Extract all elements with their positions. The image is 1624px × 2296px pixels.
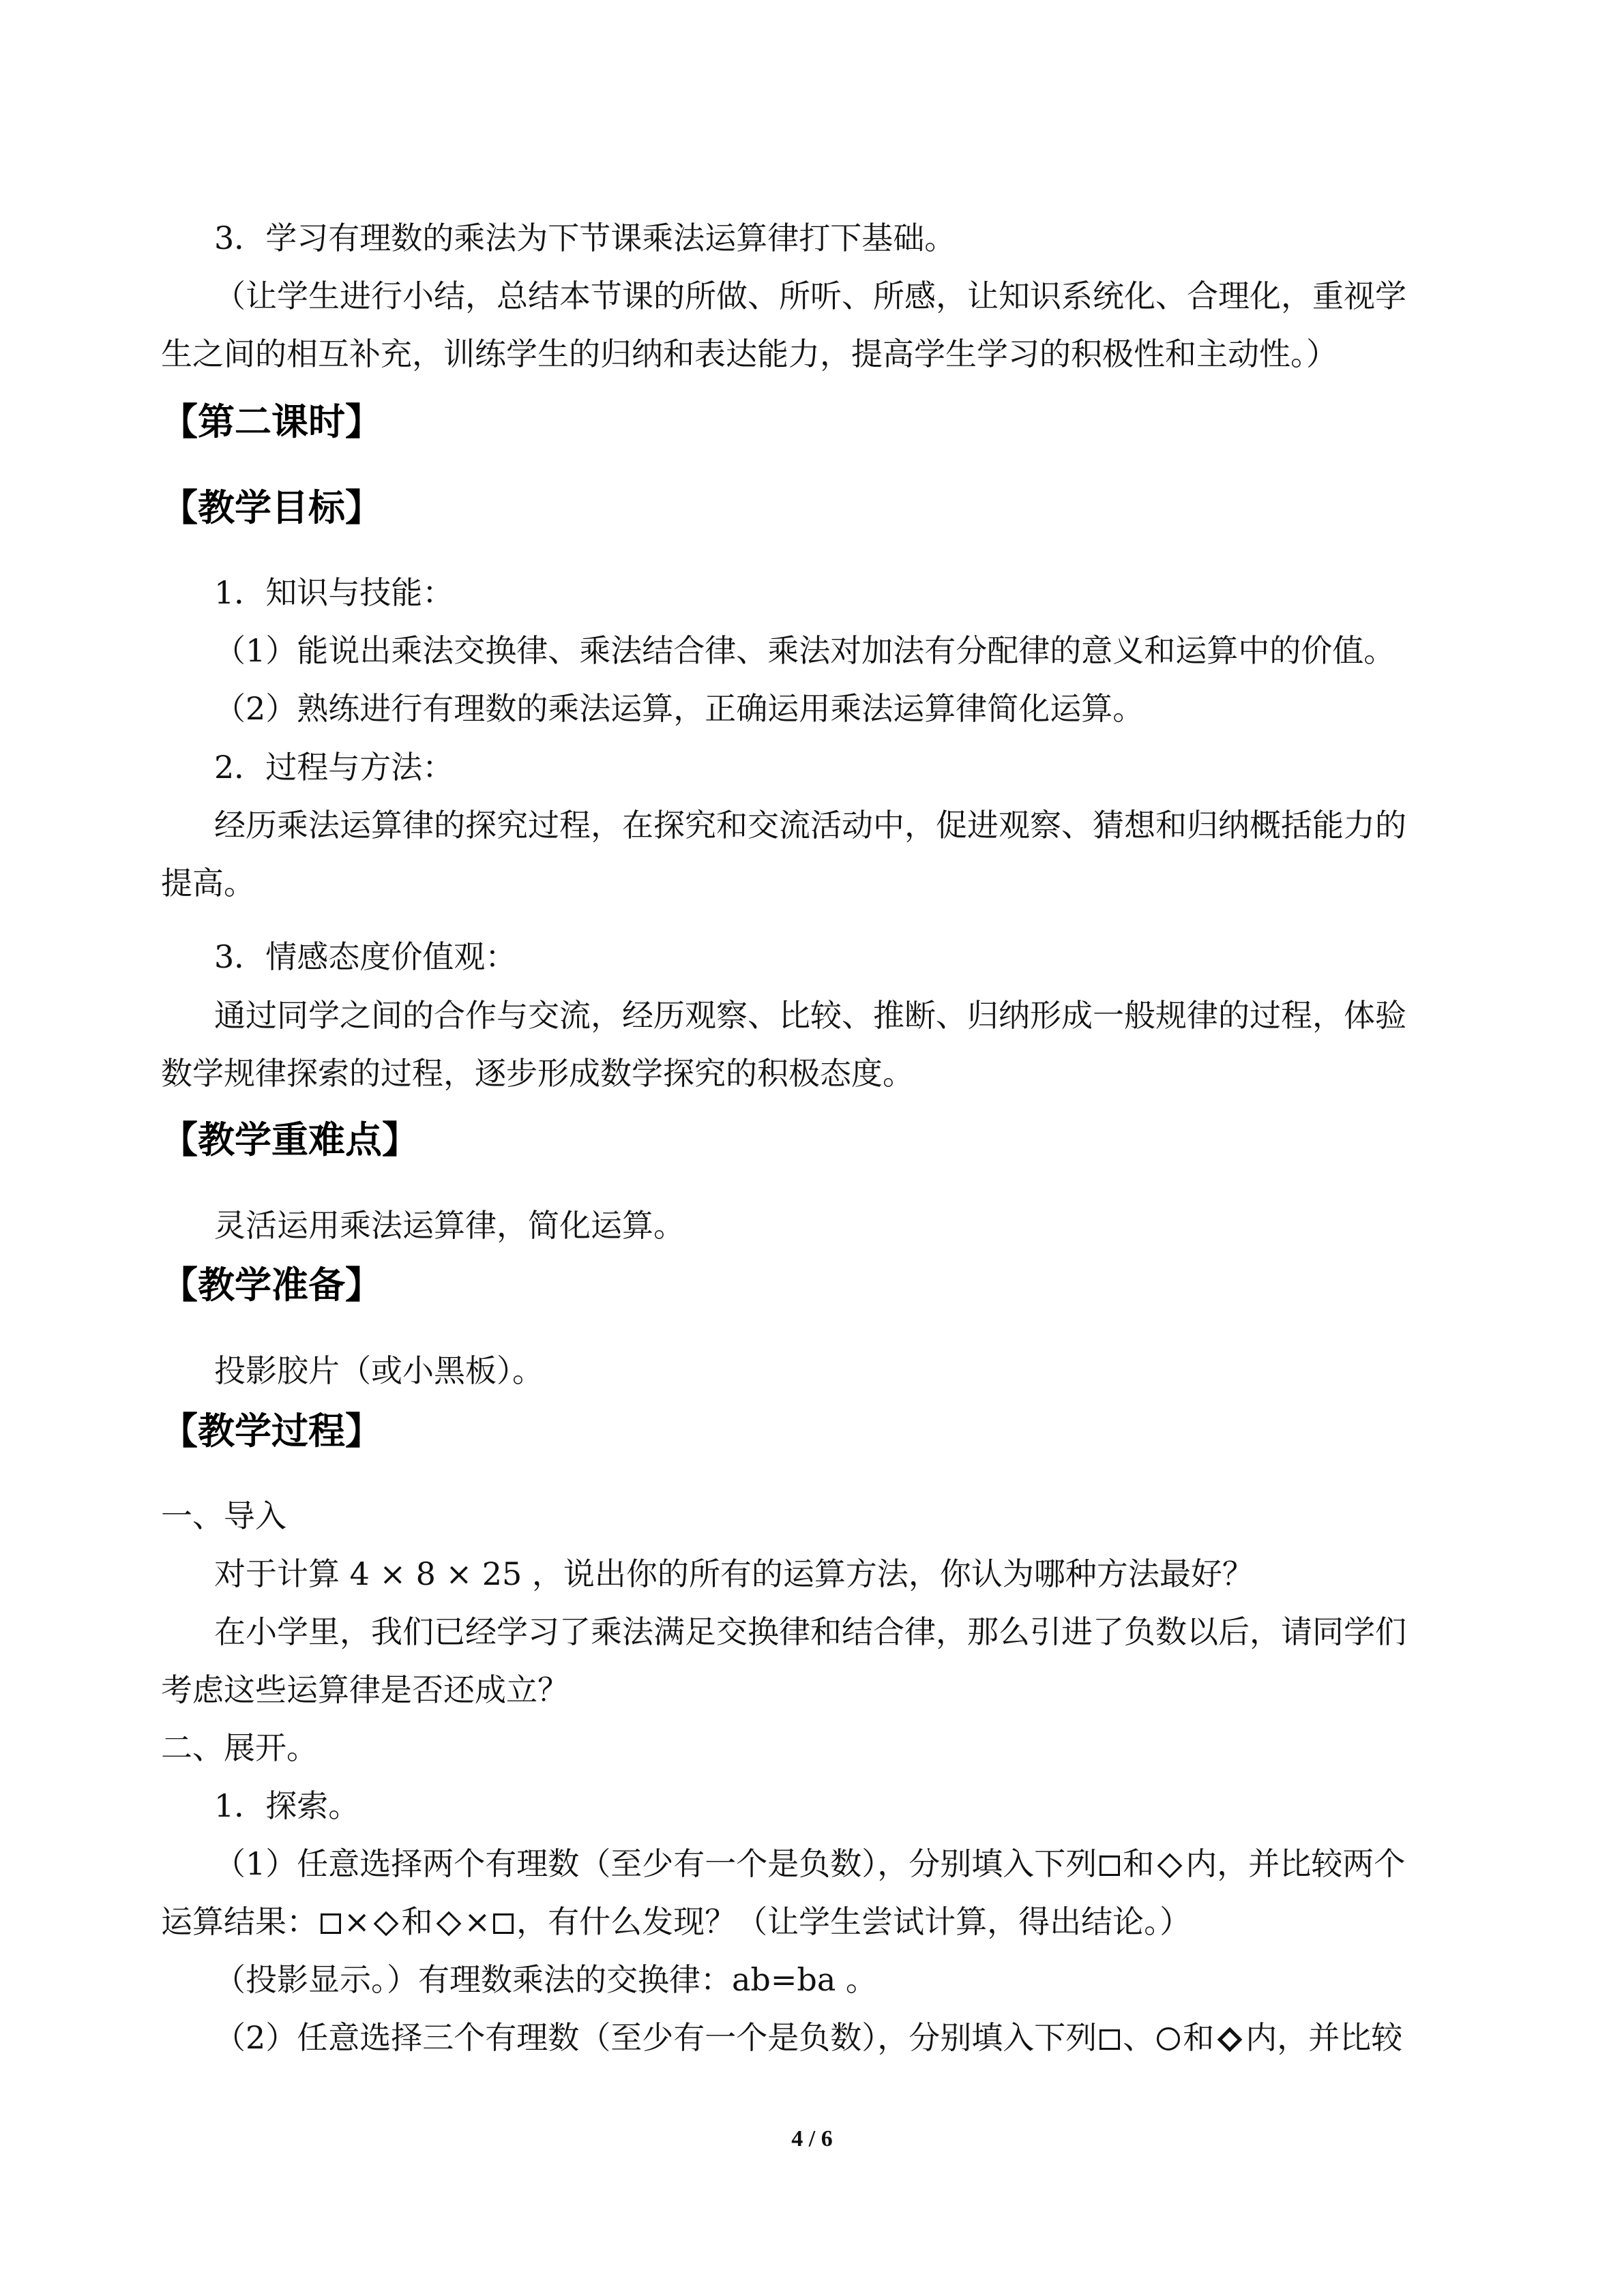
introduction-text-line2: 考虑这些运算律是否还成立？ <box>161 1671 569 1708</box>
text-segment: （2）任意选择三个有理数（至少有一个是负数），分别填入下列 <box>214 2019 1097 2056</box>
goal-process-line2: 提高。 <box>161 865 255 901</box>
preparation-text: 投影胶片（或小黑板）。 <box>214 1352 544 1389</box>
text-segment: 内，并比较 <box>1245 2019 1403 2056</box>
goal-process-line1: 经历乘法运算律的探究过程，在探究和交流活动中，促进观察、猜想和归纳概括能力的 <box>214 807 1406 844</box>
page-number: 4 / 6 <box>791 2126 833 2151</box>
text-segment: 内，并比较两个 <box>1185 1845 1406 1882</box>
heading-second-lesson: 【第二课时】 <box>161 400 382 443</box>
paragraph-summary-note-line1: （让学生进行小结，总结本节课的所做、所听、所感，让知识系统化、合理化，重视学 <box>214 278 1406 314</box>
exploration-item-2-line1 <box>214 2017 1402 2058</box>
paragraph-summary-point-3: 3．学习有理数的乘法为下节课乘法运算律打下基础。 <box>214 220 956 256</box>
commutative-law: （投影显示。）有理数乘法的交换律：ab=ba 。 <box>214 1961 877 1998</box>
heading-teaching-goals: 【教学目标】 <box>161 486 382 529</box>
introduction-question: 对于计算 4 × 8 × 25 ，说出你的所有的运算方法，你认为哪种方法最好？ <box>214 1555 1254 1592</box>
section-introduction: 一、导入 <box>161 1497 286 1534</box>
goal-attitude-line1: 通过同学之间的合作与交流，经历观察、比较、推断、归纳形成一般规律的过程，体验 <box>214 997 1406 1034</box>
diamond-icon <box>373 1911 398 1937</box>
text-segment: 、 <box>1123 2019 1155 2056</box>
diamond-icon <box>436 1911 461 1937</box>
exploration-heading: 1．探索。 <box>214 1787 360 1824</box>
exploration-item-1-line1 <box>214 1843 1405 1884</box>
goal-attitude-line2: 数学规律探索的过程，逐步形成数学探究的积极态度。 <box>161 1055 914 1092</box>
text-segment: 和 <box>401 1903 433 1940</box>
exploration-item-1-line2 <box>161 1901 1191 1942</box>
text-segment: 和 <box>1123 1845 1155 1882</box>
paragraph-summary-note-line2: 生之间的相互补充，训练学生的归纳和表达能力，提高学生学习的积极性和主动性。） <box>161 336 1338 372</box>
square-icon <box>321 1913 341 1934</box>
goal-knowledge-skills: 1．知识与技能： <box>214 574 454 611</box>
square-icon <box>1099 2029 1120 2050</box>
circle-icon <box>1157 2027 1180 2051</box>
heading-teaching-preparation: 【教学准备】 <box>161 1264 382 1307</box>
introduction-text-line1: 在小学里，我们已经学习了乘法满足交换律和结合律，那么引进了负数以后，请同学们 <box>214 1613 1406 1650</box>
text-segment: ，有什么发现？（让学生尝试计算，得出结论。） <box>516 1903 1192 1940</box>
text-segment: 运算结果： <box>161 1903 318 1940</box>
key-difficulty-text: 灵活运用乘法运算律，简化运算。 <box>214 1207 685 1244</box>
square-icon <box>493 1913 514 1934</box>
diamond-icon <box>1217 2027 1243 2053</box>
text-segment: 和 <box>1183 2019 1215 2056</box>
section-expansion: 二、展开。 <box>161 1729 318 1766</box>
text-segment: （1）任意选择两个有理数（至少有一个是负数），分别填入下列 <box>214 1845 1097 1882</box>
goal-knowledge-item-2: （2）熟练进行有理数的乘法运算，正确运用乘法运算律简化运算。 <box>214 690 1145 727</box>
diamond-icon <box>1157 1853 1183 1879</box>
goal-knowledge-item-1: （1）能说出乘法交换律、乘法结合律、乘法对加法有分配律的意义和运算中的价值。 <box>214 632 1396 669</box>
heading-key-difficulties: 【教学重难点】 <box>161 1118 419 1161</box>
times-sign: × <box>464 1903 491 1940</box>
heading-teaching-process: 【教学过程】 <box>161 1410 382 1452</box>
times-sign: × <box>344 1903 370 1940</box>
goal-attitude-values: 3．情感态度价值观： <box>214 938 517 975</box>
square-icon <box>1099 1855 1120 1876</box>
goal-process-method: 2．过程与方法： <box>214 749 454 786</box>
